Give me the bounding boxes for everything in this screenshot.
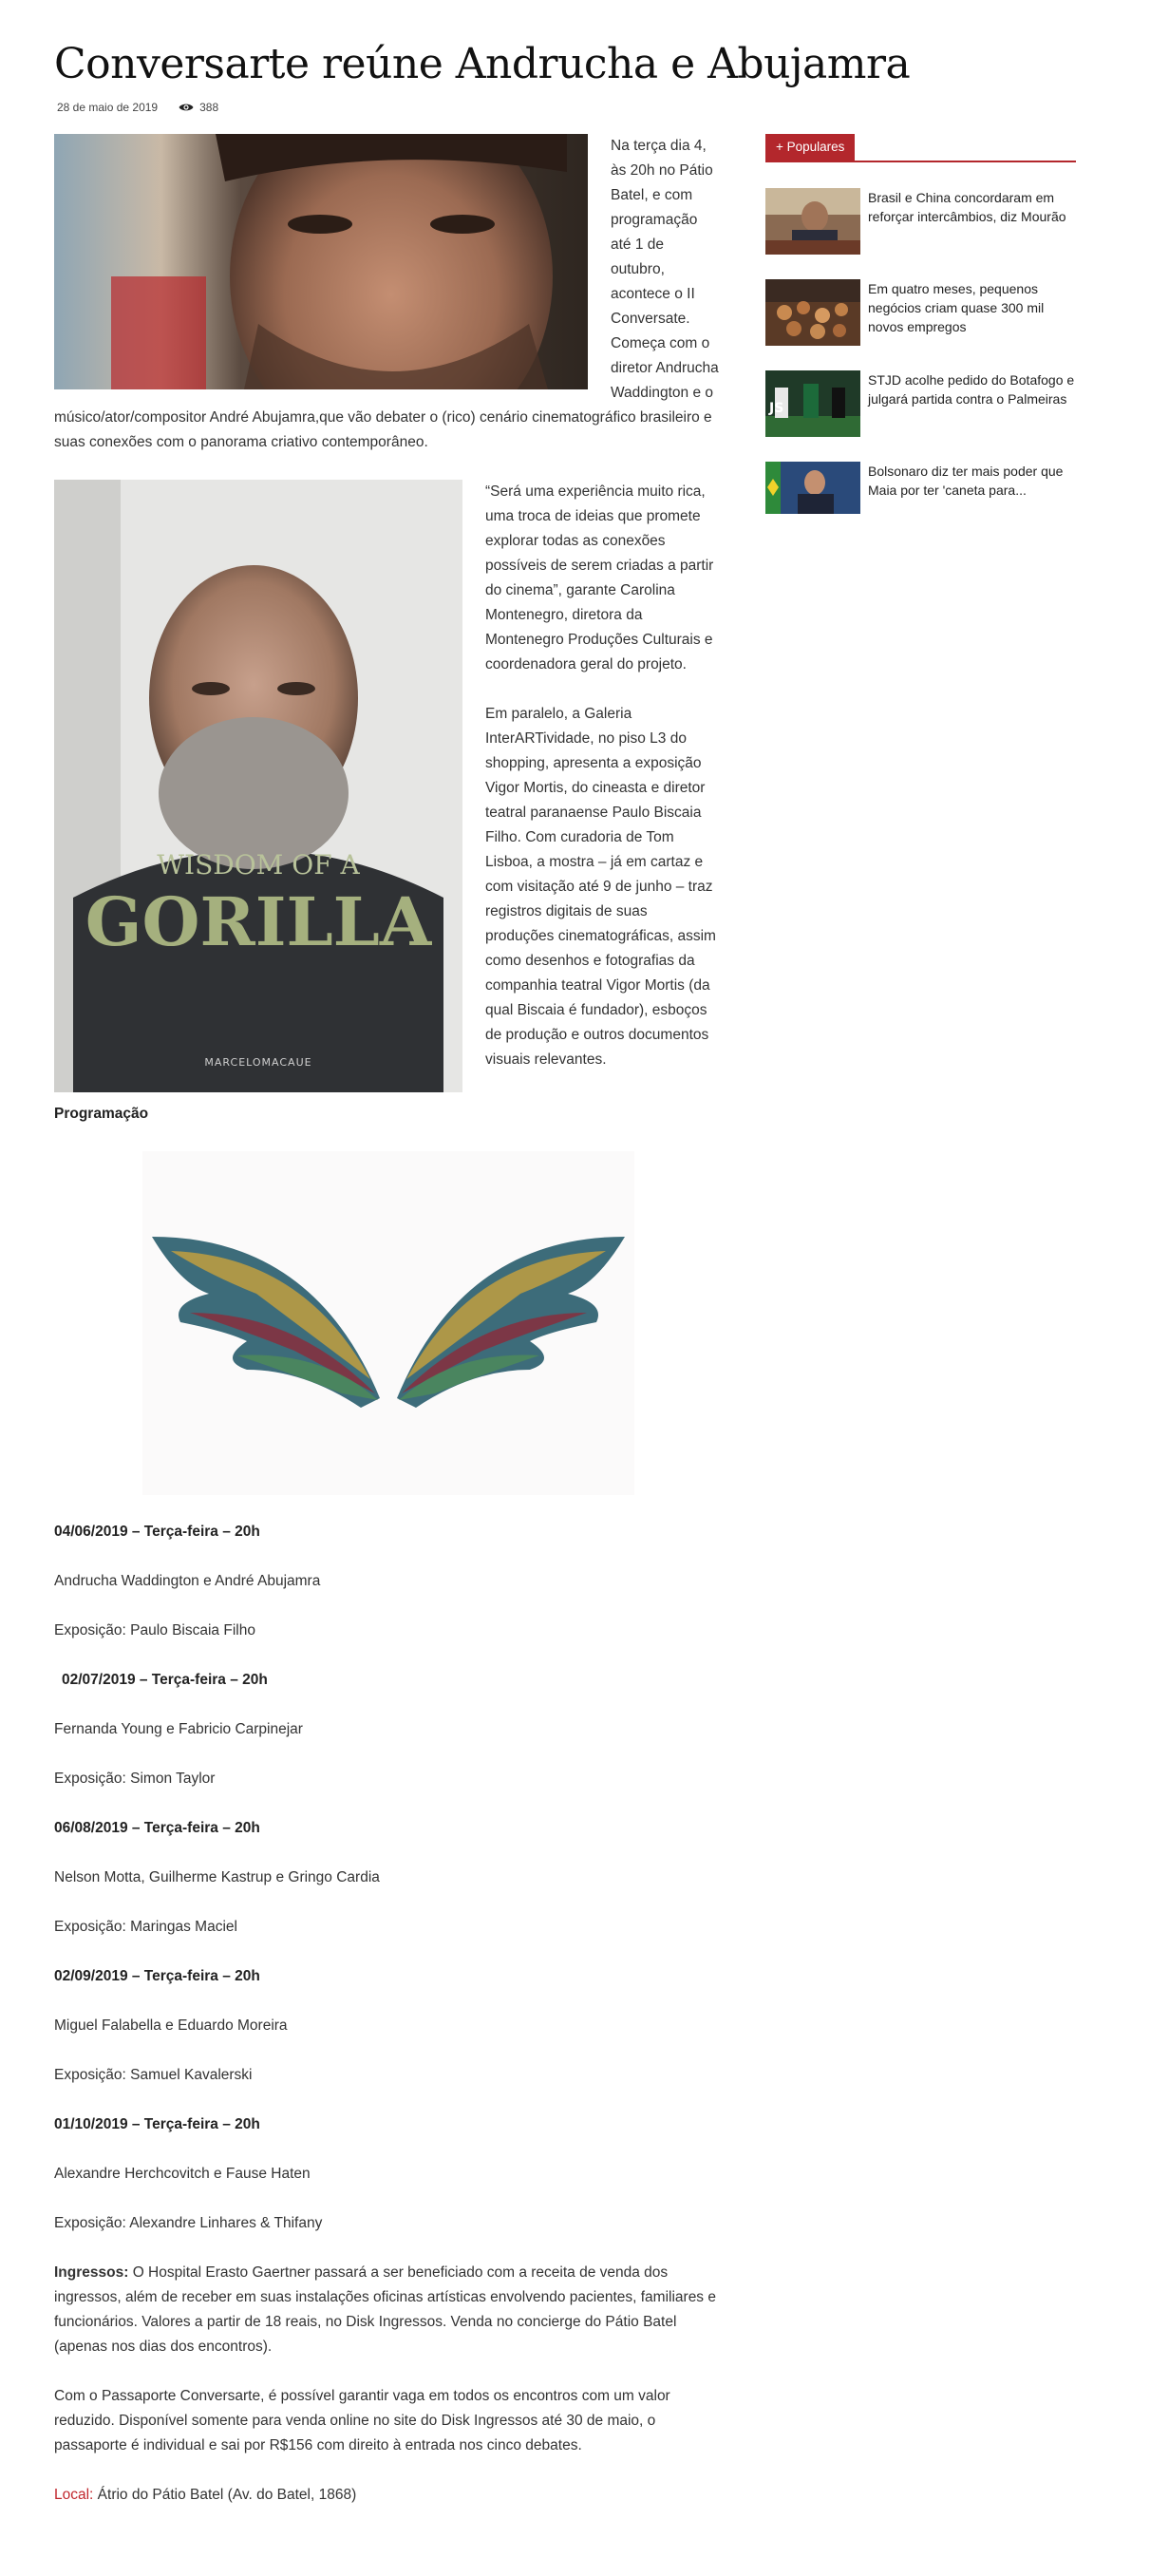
article-body — [54, 134, 719, 2532]
schedule-expo-3: Exposição: Maringas Maciel — [54, 1919, 237, 1935]
wings-illustration — [142, 1151, 634, 1495]
popular-item[interactable] — [765, 188, 1076, 255]
local-paragraph — [54, 2483, 719, 2508]
ingressos-text: O Hospital Erasto Gaertner passará a ser beneficiado com a receita de venda dos ingressos, além de receber em suas instalações oficinas artísticas envolvendo pacientes, familiares e funcionários. Valores a partir de 18 reais, no Disk Ingressos. Venda no concierge do Pátio Batel (apenas nos dias dos encontros). — [54, 2264, 716, 2355]
popular-header — [765, 134, 1076, 162]
popular-item[interactable] — [765, 370, 1076, 437]
programacao-heading: Programação — [54, 1106, 149, 1122]
views-counter — [179, 101, 218, 114]
schedule-date-4: 02/09/2019 – Terça-feira – 20h — [54, 1968, 260, 1984]
popular-title-1[interactable]: Brasil e China concordaram em reforçar intercâmbios, diz Mourão — [868, 190, 1066, 224]
abujamra-photo — [54, 480, 462, 1092]
shirt-text-big: GORILLA — [85, 882, 432, 961]
schedule-expo-4: Exposição: Samuel Kavalerski — [54, 2067, 253, 2083]
popular-thumb-2[interactable] — [765, 279, 860, 346]
schedule-date-1: 04/06/2019 – Terça-feira – 20h — [54, 1524, 260, 1540]
popular-title-2[interactable]: Em quatro meses, pequenos negócios criam quase 300 mil novos empregos — [868, 281, 1045, 334]
local-label: Local: — [54, 2487, 94, 2503]
shirt-text-top: WISDOM OF A — [157, 849, 360, 881]
schedule-date-3: 06/08/2019 – Terça-feira – 20h — [54, 1820, 260, 1836]
views-count: 388 — [199, 101, 219, 114]
schedule-expo-1: Exposição: Paulo Biscaia Filho — [54, 1622, 255, 1638]
photo-watermark: MARCELOMACAUE — [204, 1056, 312, 1069]
popular-item[interactable] — [765, 279, 1076, 346]
schedule-guests-1: Andrucha Waddington e André Abujamra — [54, 1573, 321, 1589]
article-intro: Na terça dia 4, às 20h no Pátio Batel, e com programação até 1 de outubro, acontece o II Conversate. Começa com o diretor Andrucha Waddington e o músico/ator/compositor André Abujamra,que vão debater o (rico) cenário cinematográfico brasileiro e suas conexões com o panorama criativo contemporâneo. — [54, 138, 719, 450]
article-title: Conversarte reúne Andrucha e Abujamra — [54, 40, 911, 88]
schedule-guests-2: Fernanda Young e Fabricio Carpinejar — [54, 1721, 303, 1737]
schedule-date-5: 01/10/2019 – Terça-feira – 20h — [54, 2116, 260, 2132]
schedule-guests-5: Alexandre Herchcovitch e Fause Haten — [54, 2166, 311, 2182]
ingressos-label: Ingressos: — [54, 2264, 129, 2281]
local-text: Átrio do Pátio Batel (Av. do Batel, 1868) — [93, 2487, 357, 2503]
article-meta — [57, 101, 218, 114]
schedule-expo-2: Exposição: Simon Taylor — [54, 1771, 216, 1787]
schedule-guests-3: Nelson Motta, Guilherme Kastrup e Gringo Cardia — [54, 1869, 380, 1885]
article-quote: “Será uma experiência muito rica, uma troca de ideias que promete explorar todas as conexões possíveis de serem criadas a partir do cinema”, garante Carolina Montenegro, diretora da Montenegro Produções Culturais e coordenadora geral do projeto. — [485, 483, 714, 672]
popular-thumb-3[interactable] — [765, 370, 860, 437]
eye-icon — [179, 103, 194, 112]
schedule-list — [54, 1520, 719, 2236]
popular-item[interactable] — [765, 462, 1076, 514]
popular-list — [765, 188, 1076, 514]
popular-tab[interactable]: + Populares — [765, 134, 855, 161]
popular-title-3[interactable]: STJD acolhe pedido do Botafogo e julgará partida contra o Palmeiras — [868, 372, 1075, 407]
article-date: 28 de maio de 2019 — [57, 101, 159, 114]
schedule-guests-4: Miguel Falabella e Eduardo Moreira — [54, 2017, 288, 2034]
popular-thumb-4[interactable] — [765, 462, 860, 514]
passaporte-paragraph: Com o Passaporte Conversarte, é possível garantir vaga em todos os encontros com um valor reduzido. Disponível somente para venda online no site do Disk Ingressos até 30 de maio, o passaporte é individual e sai por R$156 com direito à entrada nos cinco debates. — [54, 2388, 670, 2453]
svg-text:JS: JS — [769, 401, 784, 416]
schedule-date-2: 02/07/2019 – Terça-feira – 20h — [62, 1672, 268, 1688]
article-parallel: Em paralelo, a Galeria InterARTividade, no piso L3 do shopping, apresenta a exposição Vigor Mortis, do cineasta e diretor teatral paranaense Paulo Biscaia Filho. Com curadoria de Tom Lisboa, a mostra – já em cartaz e com visitação até 9 de junho – traz registros digitais de suas produções cinematográficas, assim como desenhos e fotografias da companhia teatral Vigor Mortis (da qual Biscaia é fundador), esboços de produção e outros documentos visuais relevantes. — [485, 706, 716, 1068]
popular-title-4[interactable]: Bolsonaro diz ter mais poder que Maia por ter 'caneta para... — [868, 464, 1064, 498]
schedule-expo-5: Exposição: Alexandre Linhares & Thifany — [54, 2215, 323, 2231]
sidebar — [765, 134, 1076, 514]
ingressos-paragraph — [54, 2261, 719, 2359]
andrucha-photo — [54, 134, 588, 389]
popular-thumb-1[interactable] — [765, 188, 860, 255]
